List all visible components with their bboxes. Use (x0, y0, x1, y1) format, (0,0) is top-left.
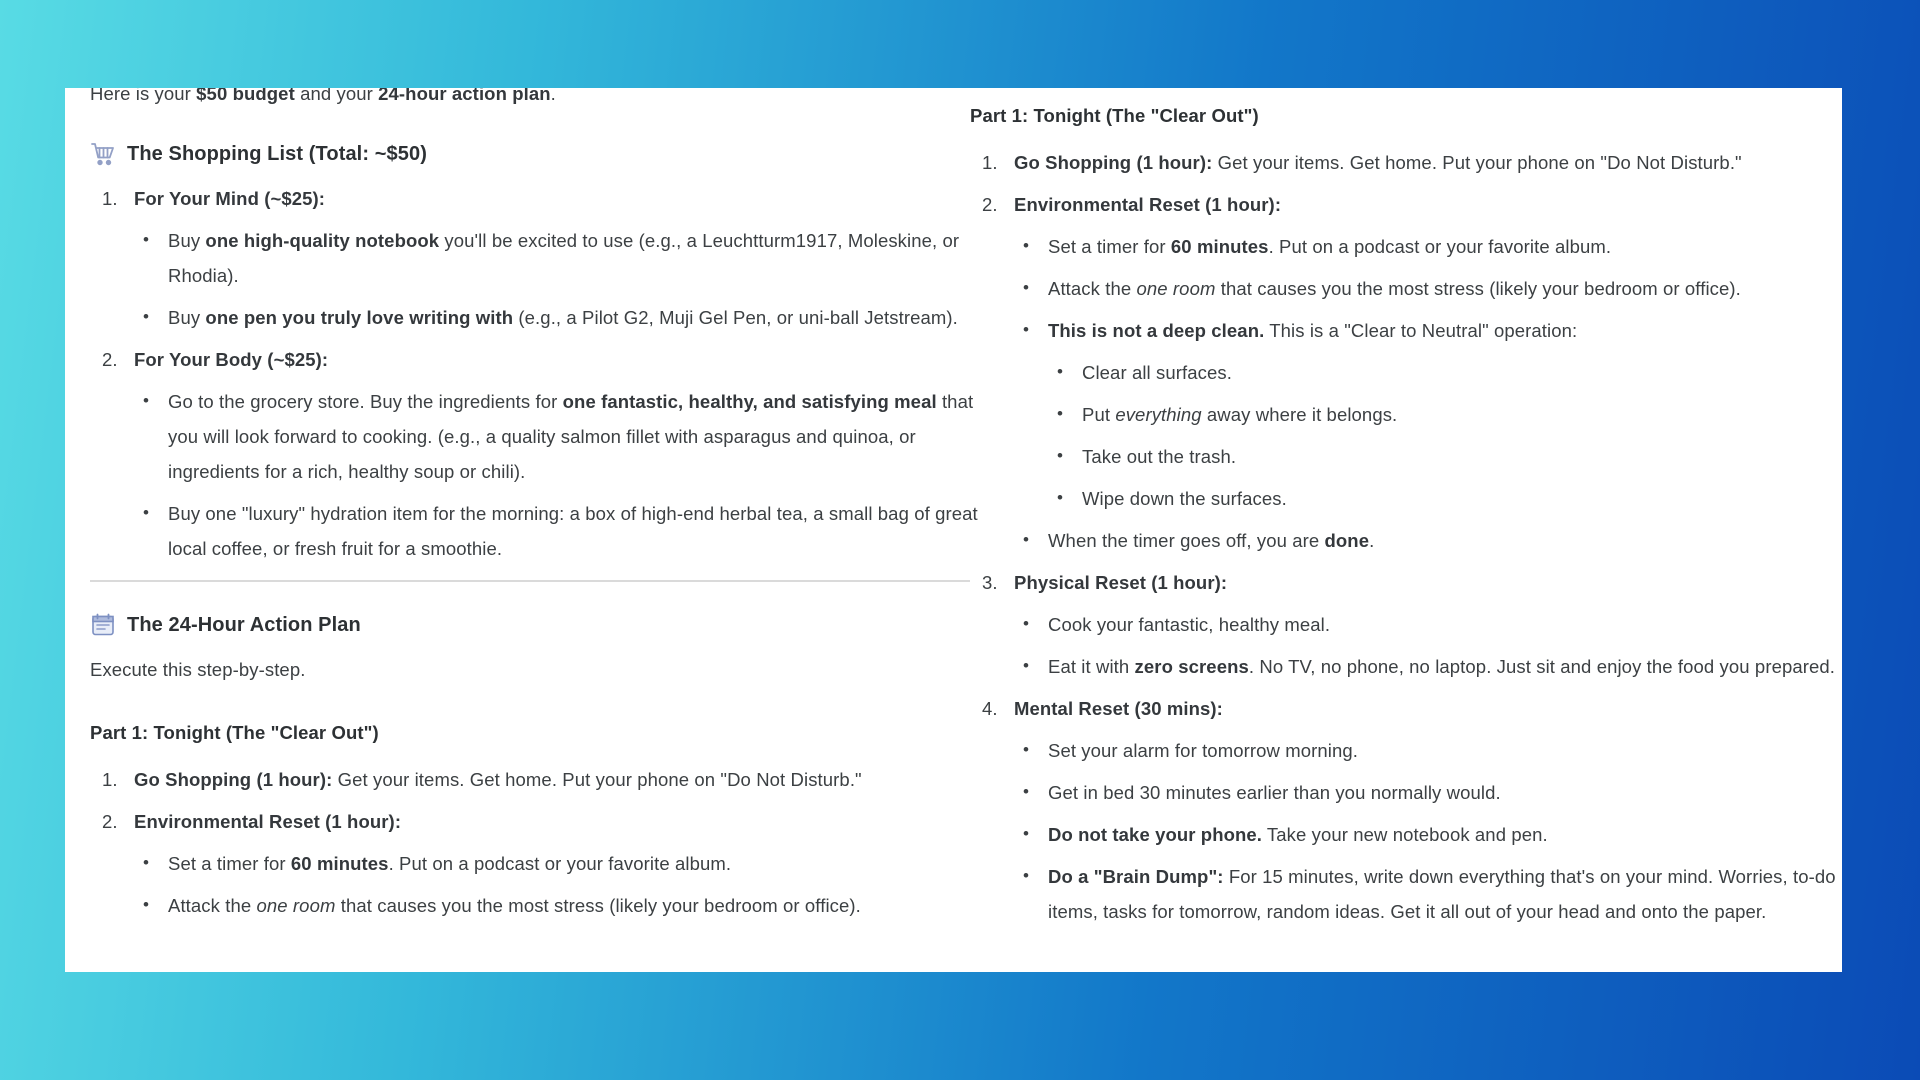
list-item: 2. Environmental Reset (1 hour): • Set a timer for 60 minutes. Put on a podcast or your favorite album. • Attack the one room that causes you the most stress (likely your bedroom or office). • This is not a deep clean. This is a "Clear to Neutral" operation: • Clear all surfaces. • Put everything away where it belongs. • Take out the trash. • Wipe down the surfaces. • When the timer goes off, you are done. (970, 187, 1842, 558)
document-column-left (90, 88, 1005, 930)
list-item-clipped: • Attack the one room that causes you the most stress (likely your bedroom or office). (134, 888, 1005, 923)
list-item-number: 1. (982, 152, 998, 173)
list-item: • Cook your fantastic, healthy meal. (1014, 607, 1842, 642)
list-item: • Set your alarm for tomorrow morning. (1014, 733, 1842, 768)
list-item: • Set a timer for 60 minutes. Put on a podcast or your favorite album. (134, 846, 1005, 881)
bullet-list (1014, 733, 1842, 929)
list-item-label: For Your Mind (~$25): (134, 188, 326, 209)
shopping-list (90, 181, 1005, 566)
list-item: • Get in bed 30 minutes earlier than you normally would. (1014, 775, 1842, 810)
list-item: • Buy one high-quality notebook you'll be excited to use (e.g., a Leuchtturm1917, Moleskine, or Rhodia). (134, 223, 1005, 293)
list-item: • Attack the one room that causes you the most stress (likely your bedroom or office). (1014, 271, 1842, 306)
list-item: • Do not take your phone. Take your new notebook and pen. (1014, 817, 1842, 852)
list-item (90, 181, 1005, 335)
shopping-list-heading (90, 139, 1005, 169)
list-item-number: 2. (982, 194, 998, 215)
list-item: • Clear all surfaces. (1048, 355, 1842, 390)
list-item: • Take out the trash. (1048, 439, 1842, 474)
list-item: • Buy one pen you truly love writing with (e.g., a Pilot G2, Muji Gel Pen, or uni-ball Jetstream). (134, 300, 1005, 335)
action-plan-heading (90, 610, 1005, 640)
action-plan-subtitle: Execute this step-by-step. (90, 659, 306, 680)
list-item: 2. Environmental Reset (1 hour): • Set a timer for 60 minutes. Put on a podcast or your favorite album. • Attack the one room that causes you the most stress (likely your bedroom or office). (90, 804, 1005, 923)
bullet-list (1014, 229, 1842, 558)
list-item: • Wipe down the surfaces. (1048, 481, 1842, 516)
section-divider (90, 580, 970, 582)
document-sheet (65, 88, 1842, 972)
list-item: • Put everything away where it belongs. (1048, 397, 1842, 432)
bullet-sublist (1048, 355, 1842, 516)
part1-title: Part 1: Tonight (The "Clear Out") (970, 105, 1259, 126)
shopping-list-heading-text: The Shopping List (Total: ~$50) (127, 143, 427, 165)
intro-line-clipped: Here is your $50 budget and your 24-hour action plan. (90, 88, 556, 104)
bullet-list (1014, 607, 1842, 684)
list-item-number: 3. (982, 572, 998, 593)
list-item: • Set a timer for 60 minutes. Put on a podcast or your favorite album. (1014, 229, 1842, 264)
list-item: • Eat it with zero screens. No TV, no phone, no laptop. Just sit and enjoy the food you prepared. (1014, 649, 1842, 684)
action-plan-heading-text: The 24-Hour Action Plan (127, 614, 361, 636)
list-item: • Buy one "luxury" hydration item for the morning: a box of high-end herbal tea, a small bag of great local coffee, or fresh fruit for a smoothie. (134, 496, 1005, 566)
list-item: 4. Mental Reset (30 mins): • Set your alarm for tomorrow morning. • Get in bed 30 minutes earlier than you normally would. • Do not take your phone. Take your new notebook and pen. • Do a "Brain Dump": For 15 minutes, write down everything that's on your mind. Worries, to-do items, tasks for tomorrow, random ideas. Get it all out of your head and onto the paper. (970, 691, 1842, 929)
part1-title: Part 1: Tonight (The "Clear Out") (90, 722, 379, 743)
calendar-icon (90, 612, 116, 638)
list-item-number: 1. (102, 188, 118, 209)
shopping-cart-icon (90, 141, 116, 167)
list-item (90, 342, 1005, 566)
bullet-list (134, 384, 1005, 566)
list-item-clipped: • Do a "Brain Dump": For 15 minutes, write down everything that's on your mind. Worries, to-do items, tasks for tomorrow, random ideas. Get it all out of your head and onto the paper. (1014, 859, 1842, 929)
list-item-number: 1. (102, 769, 118, 790)
list-item: • When the timer goes off, you are done. (1014, 523, 1842, 558)
part1-list (970, 145, 1842, 929)
document-column-right (970, 88, 1842, 936)
part1-list (90, 762, 1005, 923)
list-item: 1. Go Shopping (1 hour): Get your items. Get home. Put your phone on "Do Not Disturb." (90, 762, 1005, 797)
list-item: 3. Physical Reset (1 hour): • Cook your fantastic, healthy meal. • Eat it with zero screens. No TV, no phone, no laptop. Just sit and enjoy the food you prepared. (970, 565, 1842, 684)
bullet-list (134, 846, 1005, 923)
list-item-number: 2. (102, 811, 118, 832)
list-item-number: 2. (102, 349, 118, 370)
list-item-number: 4. (982, 698, 998, 719)
list-item: • This is not a deep clean. This is a "Clear to Neutral" operation: • Clear all surfaces. • Put everything away where it belongs. • Take out the trash. • Wipe down the surfaces. (1014, 313, 1842, 516)
list-item-label: For Your Body (~$25): (134, 349, 329, 370)
list-item: 1. Go Shopping (1 hour): Get your items. Get home. Put your phone on "Do Not Disturb." (970, 145, 1842, 180)
bullet-list (134, 223, 1005, 335)
list-item: • Go to the grocery store. Buy the ingredients for one fantastic, healthy, and satisfying meal that you will look forward to cooking. (e.g., a quality salmon fillet with asparagus and quinoa, or ingredients for a rich, healthy soup or chili). (134, 384, 1005, 489)
